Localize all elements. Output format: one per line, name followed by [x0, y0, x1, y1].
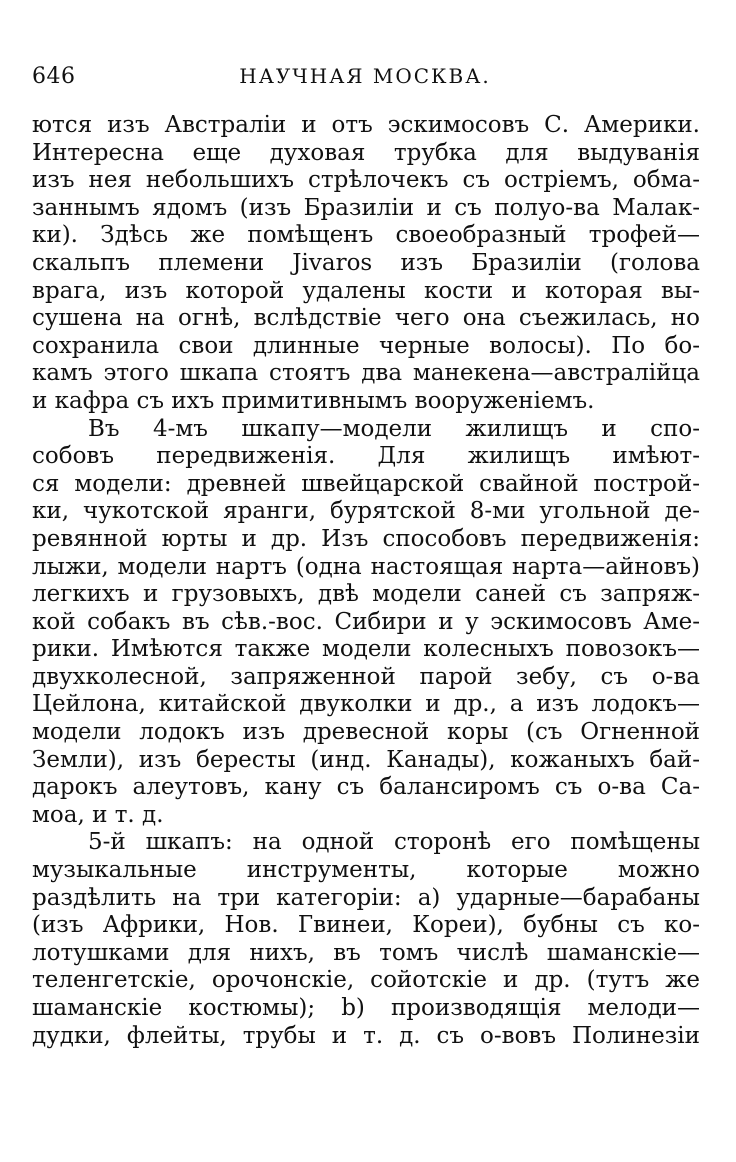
text-line: Въ 4-мъ шкапу—модели жилищъ и спо- [88, 415, 700, 442]
text-line: ки, чукотской яранги, бурятской 8-ми угольной де- [32, 498, 700, 525]
text-line: ревянной юрты и др. Изъ способовъ передвиженія: [32, 525, 700, 552]
text-line: 5-й шкапъ: на одной сторонѣ его помѣщены [88, 829, 700, 856]
text-line: лыжи, модели нартъ (одна настоящая нарта—айновъ) [32, 553, 700, 580]
text-line: собовъ передвиженія. Для жилищъ имѣют- [32, 443, 700, 470]
text-line: модели лодокъ изъ древесной коры (съ Огненной [32, 719, 700, 746]
text-line: дудки, флейты, трубы и т. д. съ о-вовъ Полинезіи [32, 1022, 700, 1049]
paragraph-2 [32, 416, 700, 830]
text-line: заннымъ ядомъ (изъ Бразиліи и съ полуо-ва Малак- [32, 194, 700, 221]
page-body [32, 112, 700, 1050]
page-number: 646 [32, 64, 76, 89]
text-line: ся модели: древней швейцарской свайной построй- [32, 470, 700, 497]
text-line: ки). Здѣсь же помѣщенъ своеобразный трофей— [32, 222, 700, 249]
text-line: рики. Имѣются также модели колесныхъ повозокъ— [32, 636, 700, 663]
paragraph-3 [32, 829, 700, 1050]
text-line: сохранила свои длинные черные волосы). По бо- [32, 332, 700, 359]
text-line: легкихъ и грузовыхъ, двѣ модели саней съ запряж- [32, 581, 700, 608]
text-line: теленгетскіе, орочонскіе, сойотскіе и др. (тутъ же [32, 967, 700, 994]
text-line: камъ этого шкапа стоятъ два манекена—австралійца [32, 360, 700, 387]
text-line: кой собакъ въ сѣв.-вос. Сибири и у эскимосовъ Аме- [32, 608, 700, 635]
page-header [32, 58, 698, 94]
text-line: скальпъ племени Jivaros изъ Бразиліи (голова [32, 249, 700, 276]
text-line: ются изъ Австраліи и отъ эскимосовъ С. Америки. [32, 112, 700, 138]
text-line: сушена на огнѣ, вслѣдствіе чего она съежилась, но [32, 305, 700, 332]
text-line: Цейлона, китайской двуколки и др., а изъ лодокъ— [32, 691, 700, 718]
text-line: музыкальные инструменты, которые можно [32, 857, 700, 884]
text-line: лотушками для нихъ, въ томъ числѣ шаманскіе— [32, 939, 700, 966]
text-line: моа, и т. д. [32, 801, 164, 828]
text-line: шаманскіе костюмы); b) производящія мелоди— [32, 995, 700, 1021]
paragraph-1 [32, 112, 700, 416]
text-line: Интересна еще духовая трубка для выдуванія [32, 139, 700, 166]
running-title: НАУЧНАЯ МОСКВА. [239, 64, 491, 88]
text-line: двухколесной, запряженной парой зебу, съ о-ва [32, 663, 700, 690]
text-line: (изъ Африки, Нов. Гвинеи, Кореи), бубны съ ко- [32, 912, 700, 939]
text-line: врага, изъ которой удалены кости и которая вы- [32, 277, 700, 304]
text-line: Земли), изъ бересты (инд. Канады), кожаныхъ бай- [32, 746, 700, 773]
text-line: и кафра съ ихъ примитивнымъ вооруженіемъ. [32, 387, 595, 414]
text-line: дарокъ алеутовъ, кану съ балансиромъ съ о-ва Са- [32, 774, 700, 801]
text-line: изъ нея небольшихъ стрѣлочекъ съ остріемъ, обма- [32, 167, 700, 194]
text-line: раздѣлить на три категоріи: а) ударные—барабаны [32, 884, 700, 911]
